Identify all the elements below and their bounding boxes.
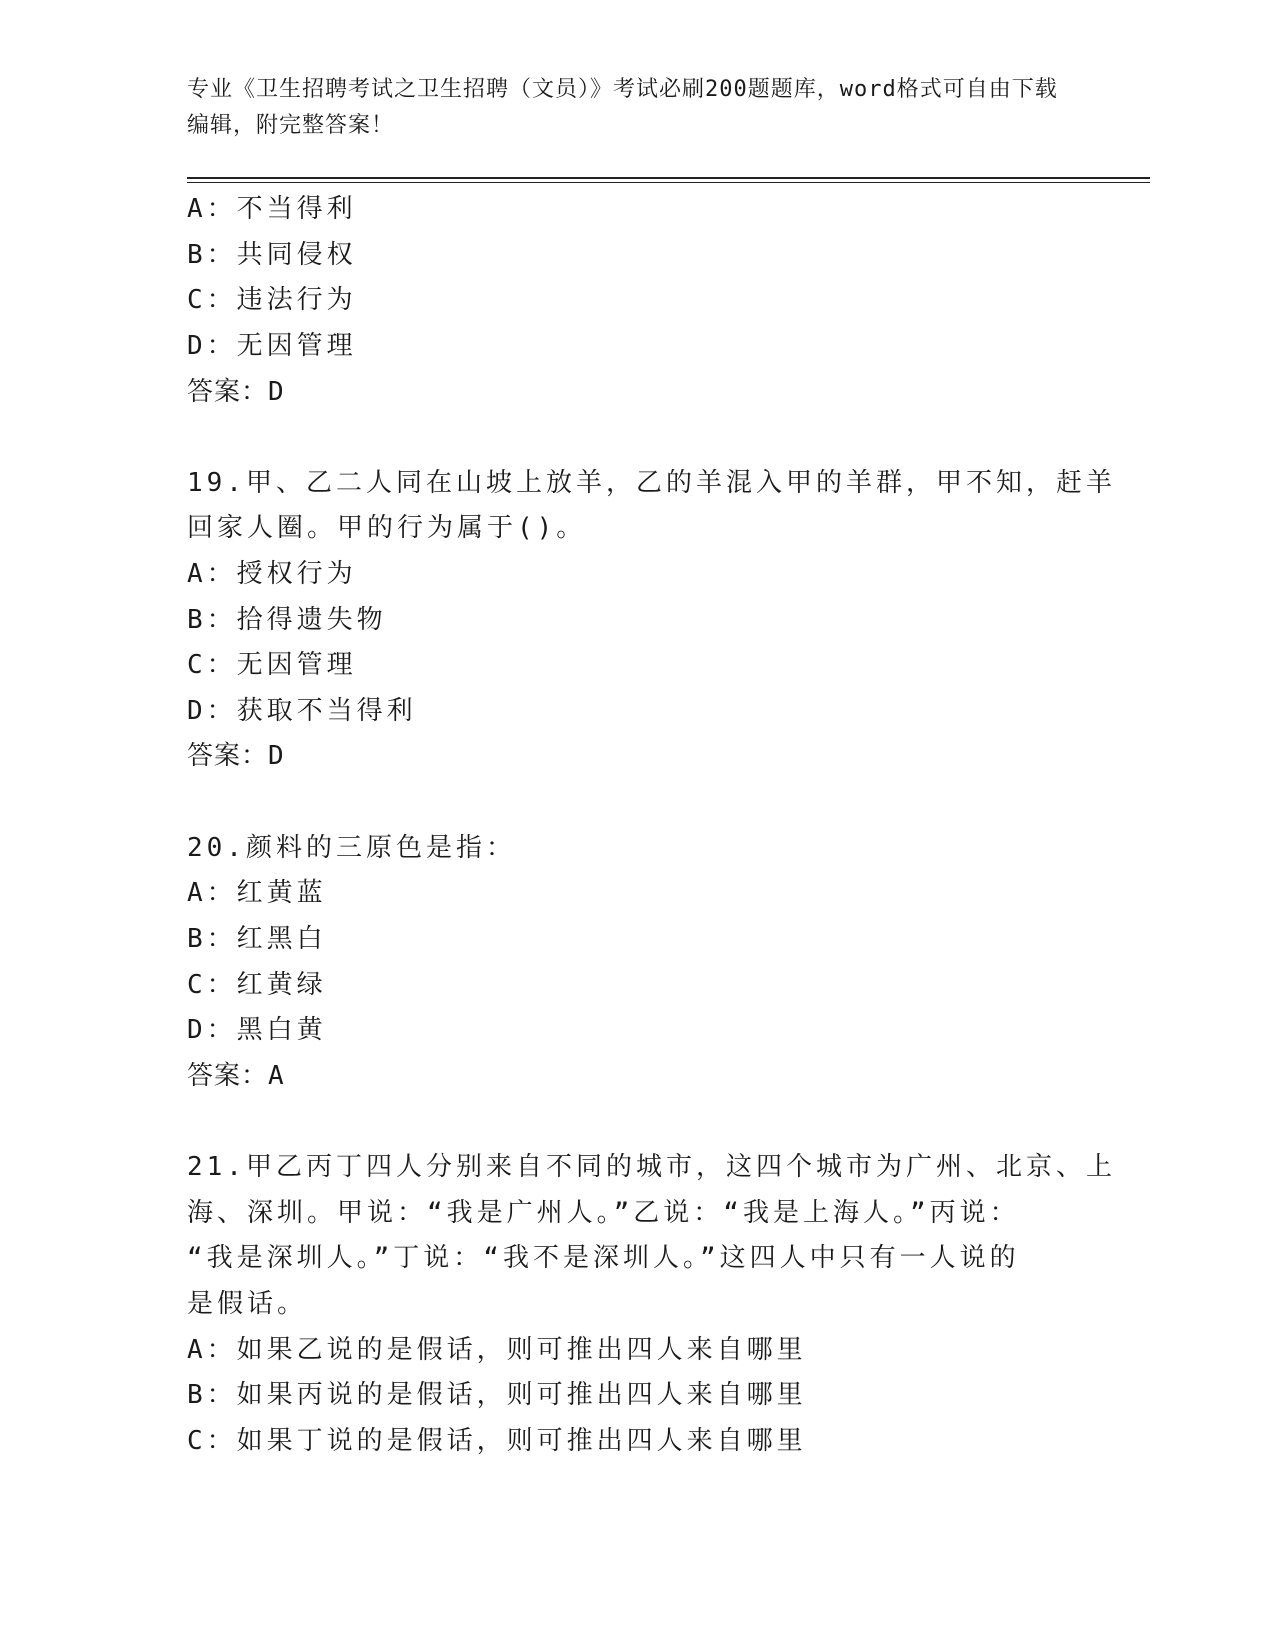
- option-a: A：如果乙说的是假话，则可推出四人来自哪里: [187, 1335, 807, 1365]
- option-d: D：无因管理: [187, 331, 357, 361]
- answer: 答案：D: [187, 741, 285, 771]
- question-stem-line: “我是深圳人。”丁说：“我不是深圳人。”这四人中只有一人说的: [187, 1243, 1020, 1273]
- question-stem-line: 海、深圳。甲说：“我是广州人。”乙说：“我是上海人。”丙说：: [187, 1198, 1020, 1228]
- option-c: C：红黄绿: [187, 970, 327, 1000]
- question-stem-line: 回家人圈。甲的行为属于()。: [187, 513, 587, 543]
- option-b: B：如果丙说的是假话，则可推出四人来自哪里: [187, 1380, 807, 1410]
- header-divider-thin: [187, 182, 1150, 183]
- option-a: A：授权行为: [187, 559, 357, 589]
- header-divider-thick: [187, 177, 1150, 179]
- question-stem-line: 19.甲、乙二人同在山坡上放羊，乙的羊混入甲的羊群，甲不知，赶羊: [187, 468, 1116, 498]
- option-a: A：不当得利: [187, 194, 357, 224]
- option-d: D：黑白黄: [187, 1015, 327, 1045]
- question-stem-line: 21.甲乙丙丁四人分别来自不同的城市，这四个城市为广州、北京、上: [187, 1152, 1116, 1182]
- question-stem-line: 20.颜料的三原色是指：: [187, 833, 516, 863]
- answer: 答案：A: [187, 1061, 285, 1091]
- option-c: C：违法行为: [187, 285, 357, 315]
- option-a: A：红黄蓝: [187, 878, 327, 908]
- option-b: B：红黑白: [187, 924, 327, 954]
- document-header: 专业《卫生招聘考试之卫生招聘（文员）》考试必刷200题题库，word格式可自由下载编辑，附完整答案！: [187, 77, 1058, 138]
- option-b: B：拾得遗失物: [187, 605, 387, 635]
- question-stem-line: 是假话。: [187, 1289, 308, 1319]
- option-c: C：无因管理: [187, 650, 357, 680]
- option-d: D：获取不当得利: [187, 696, 417, 726]
- option-b: B：共同侵权: [187, 240, 357, 270]
- option-c: C：如果丁说的是假话，则可推出四人来自哪里: [187, 1426, 807, 1456]
- answer: 答案：D: [187, 377, 285, 407]
